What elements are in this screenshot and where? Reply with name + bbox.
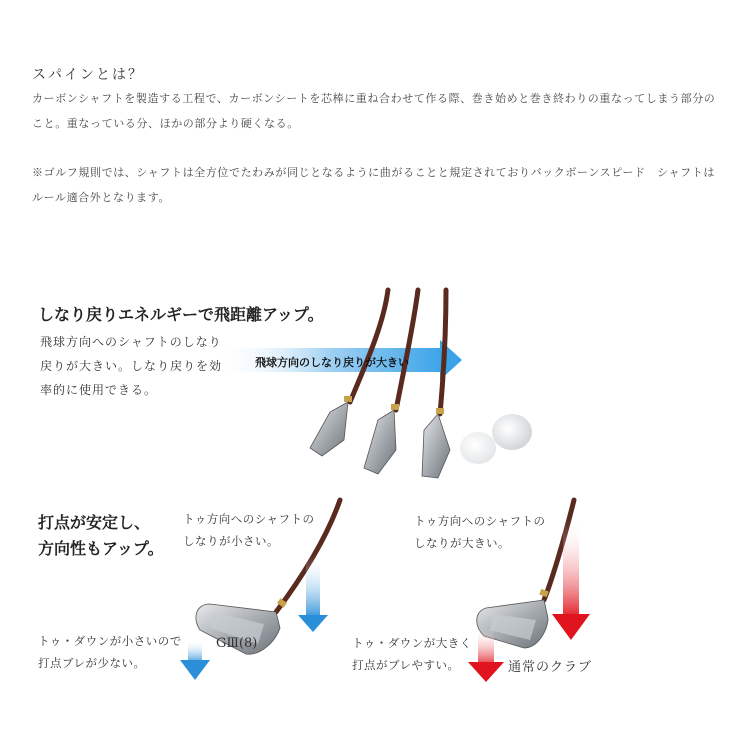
left-toe-line1: トゥ方向へのシャフトの xyxy=(183,512,315,526)
left-impact-line1: トゥ・ダウンが小さいので xyxy=(38,634,182,648)
left-impact-line2: 打点ブレが少ない。 xyxy=(38,656,146,670)
right-toe-text xyxy=(414,510,564,554)
club-top-2 xyxy=(364,290,418,474)
right-impact-line1: トゥ・ダウンが大きく xyxy=(352,636,472,650)
section2-heading xyxy=(38,510,188,562)
section2-heading-line2: 方向性もアップ。 xyxy=(38,539,164,558)
section1-body: 飛球方向へのシャフトのしなり戻りが大きい。しなり戻りを効率的に使用できる。 xyxy=(40,335,223,397)
right-impact-line2: 打点がブレやすい。 xyxy=(352,658,460,672)
left-impact-text xyxy=(38,630,188,674)
golf-balls xyxy=(460,414,532,464)
left-toe-line2: しなりが小さい。 xyxy=(183,534,279,548)
spine-description: カーボンシャフトを製造する工程で、カーボンシートを芯棒に重ね合わせて作る際、巻き始めと巻き終わりの重なってしまう部分のこと。重なっている分、ほかの部分より硬くなる。 xyxy=(32,92,716,130)
club-top-3 xyxy=(422,290,450,478)
left-toe-text xyxy=(183,508,333,552)
spine-title: スパインとは？ xyxy=(32,67,144,83)
blue-arrow-small xyxy=(298,555,328,632)
giii-label: GⅢ(8) xyxy=(216,636,258,651)
section1-heading: しなり戻りエネルギーで飛距離アップ。 xyxy=(38,305,324,324)
rules-note: ※ゴルフ規則では、シャフトは全方位でたわみが同じとなるように曲がることと規定されておりバックボーンスピード シャフトはルール適合外となります。 xyxy=(32,166,715,204)
right-toe-line2: しなりが大きい。 xyxy=(414,536,510,550)
right-impact-text xyxy=(352,632,492,676)
section2-heading-line1: 打点が安定し、 xyxy=(38,513,151,532)
normal-club-label: 通常のクラブ xyxy=(508,660,593,675)
right-toe-line1: トゥ方向へのシャフトの xyxy=(414,514,546,528)
arrow-label: 飛球方向のしなり戻りが大きい xyxy=(255,356,409,369)
